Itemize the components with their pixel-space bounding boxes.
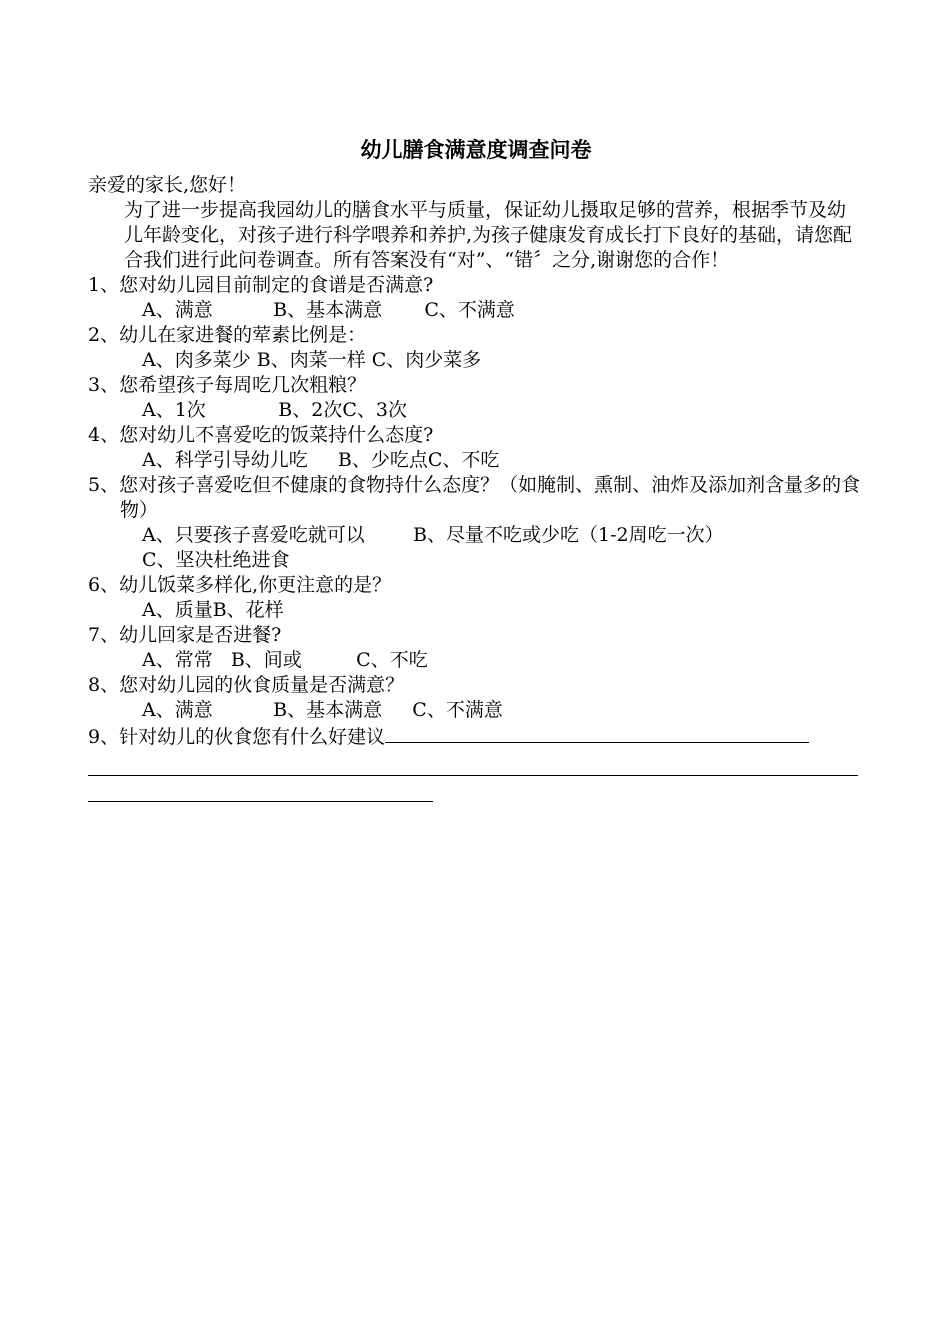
questionnaire <box>88 135 864 802</box>
question-1: 1、您对幼儿园目前制定的食谱是否满意? <box>88 274 434 296</box>
question-1-options: A、满意 B、基本满意 C、不满意 <box>142 299 515 321</box>
question-5-options-c: C、坚决杜绝进食 <box>142 549 290 571</box>
greeting: 亲爱的家长,您好！ <box>88 174 247 196</box>
question-9: 9、针对幼儿的伙食您有什么好建议 <box>88 726 386 748</box>
intro-paragraph: 为了进一步提高我园幼儿的膳食水平与质量，保证幼儿摄取足够的营养，根据季节及幼儿年龄变化，对孩子进行科学喂养和养护,为孩子健康发育成长打下良好的基础，请您配合我们进行此问卷调查。所有答案没有“对”、“错〞之分,谢谢您的合作！ <box>124 199 853 271</box>
suggestion-line-3[interactable] <box>88 776 433 802</box>
question-4-options: A、科学引导幼儿吃 B、少吃点C、不吃 <box>142 449 500 471</box>
question-8: 8、您对幼儿园的伙食质量是否满意？ <box>88 674 405 696</box>
question-3: 3、您希望孩子每周吃几次粗粮？ <box>88 374 367 396</box>
suggestion-line-2[interactable] <box>88 750 858 776</box>
question-4: 4、您对幼儿不喜爱吃的饭菜持什么态度? <box>88 424 434 446</box>
question-5: 5、您对孩子喜爱吃但不健康的食物持什么态度？（如腌制、熏制、油炸及添加剂含量多的食物） <box>88 474 861 521</box>
question-2-options: A、肉多菜少 B、肉菜一样 C、肉少菜多 <box>142 349 482 371</box>
question-7: 7、幼儿回家是否进餐? <box>88 624 282 646</box>
question-6: 6、幼儿饭菜多样化,你更注意的是？ <box>88 574 392 596</box>
question-9-row <box>88 723 864 750</box>
question-5-options-ab: A、只要孩子喜爱吃就可以 B、尽量不吃或少吃（1-2周吃一次） <box>142 524 724 546</box>
question-6-options: A、质量B、花样 <box>142 599 284 621</box>
page-title: 幼儿膳食满意度调查问卷 <box>360 138 592 162</box>
question-7-options: A、常常 B、间或 C、不吃 <box>142 649 428 671</box>
suggestion-blank[interactable] <box>385 723 809 743</box>
question-8-options: A、满意 B、基本满意 C、不满意 <box>142 699 503 721</box>
question-2: 2、幼儿在家进餐的荤素比例是： <box>88 324 367 346</box>
question-3-options: A、1次 B、2次C、3次 <box>142 399 407 421</box>
